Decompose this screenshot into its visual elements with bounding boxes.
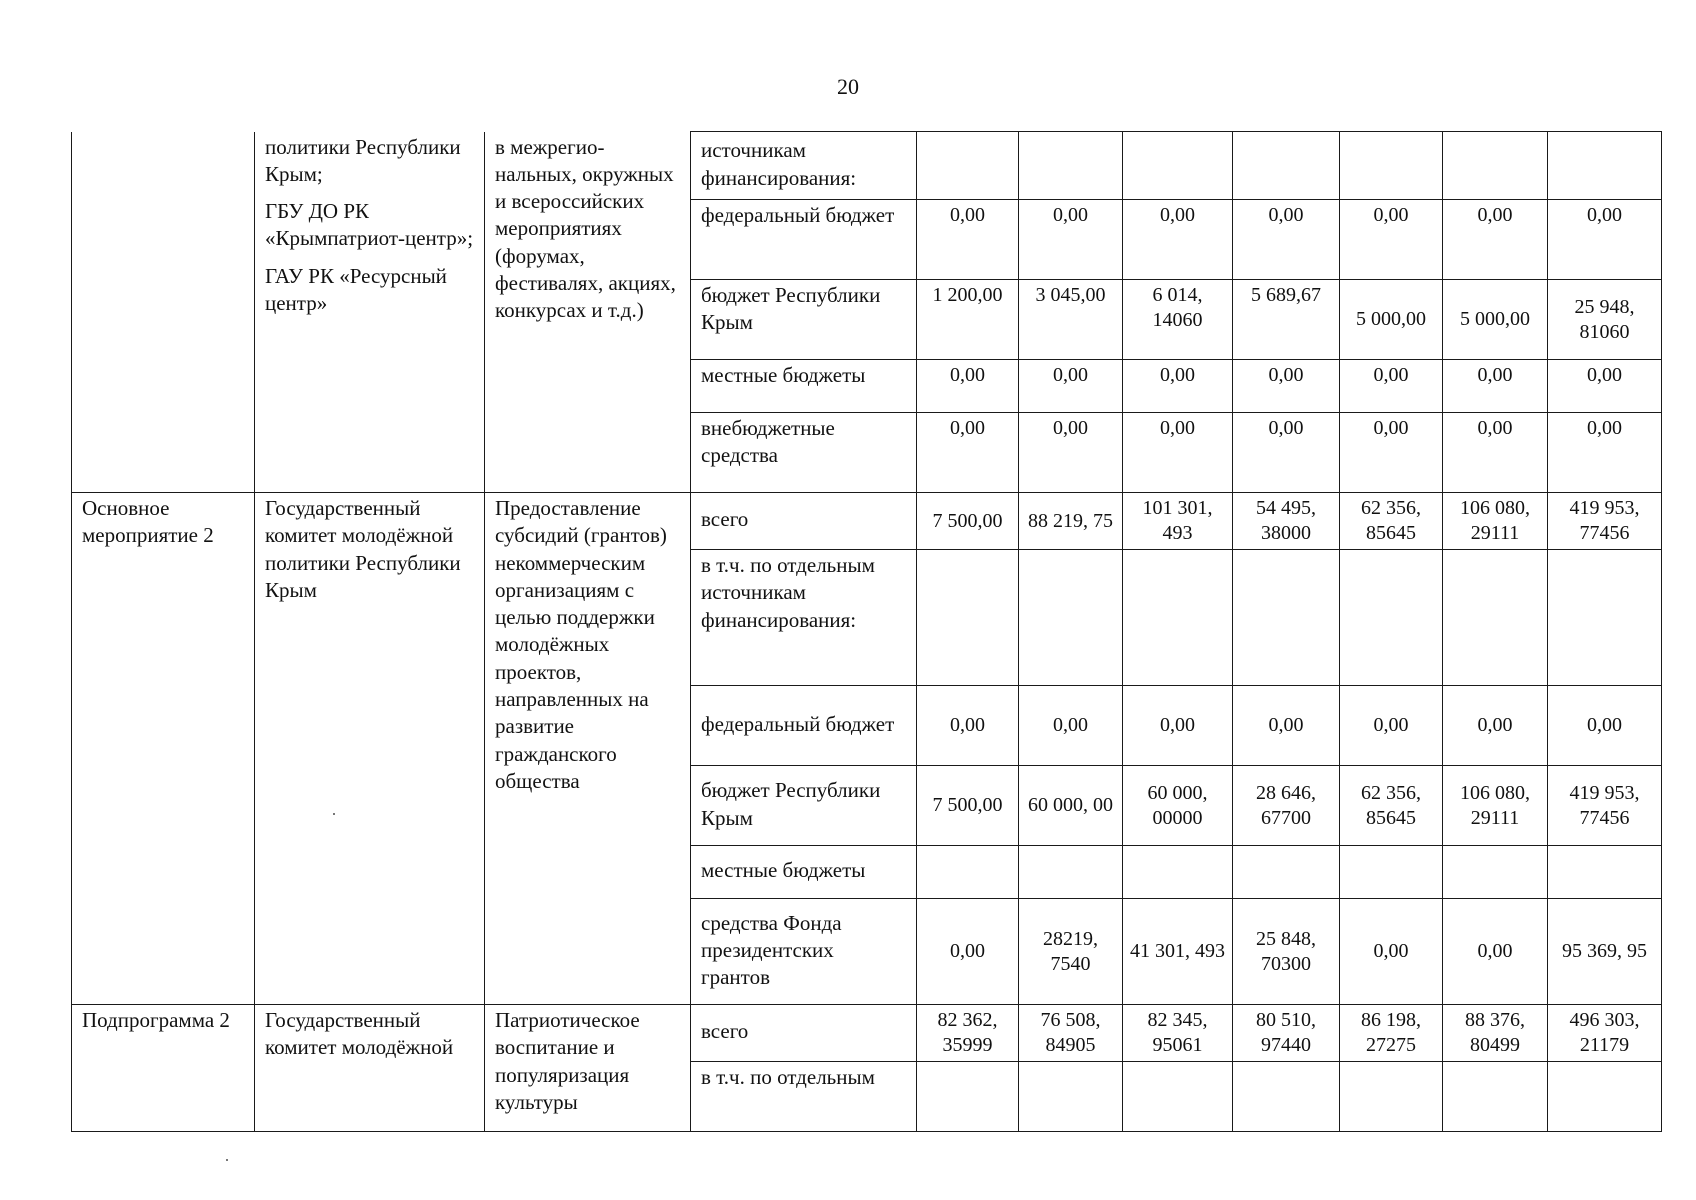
amount-cell [1548,1062,1662,1132]
scan-speck [226,1159,228,1161]
amount-cell: 1 200,00 [917,280,1019,360]
funding-source-label: федеральный бюджет [691,686,917,766]
amount-cell [1443,846,1548,899]
amount-cell [1123,846,1233,899]
amount-cell: 0,00 [1443,413,1548,493]
amount-cell: 0,00 [1443,200,1548,280]
amount-cell: 419 953, 77456 [1548,766,1662,846]
amount-cell: 0,00 [1019,413,1123,493]
amount-cell [1548,132,1662,200]
amount-cell: 0,00 [917,686,1019,766]
amount-cell: 25 948, 81060 [1548,280,1662,360]
amount-cell [1548,550,1662,686]
amount-cell: 5 000,00 [1443,280,1548,360]
funding-source-label: источникам финансирования: [691,132,917,200]
funding-source-label: внебюджетные средства [691,413,917,493]
amount-cell: 0,00 [1019,686,1123,766]
amount-cell [1123,550,1233,686]
amount-cell [1548,846,1662,899]
amount-cell: 0,00 [917,200,1019,280]
amount-cell [1340,132,1443,200]
responsible-executor-cell: Государственный комитет молодёжной [255,1005,485,1132]
amount-cell: 101 301, 493 [1123,493,1233,550]
amount-cell: 86 198, 27275 [1340,1005,1443,1062]
amount-cell: 0,00 [1548,200,1662,280]
amount-cell: 0,00 [1233,360,1340,413]
page-number: 20 [837,74,859,99]
amount-cell [1233,846,1340,899]
amount-cell: 0,00 [917,360,1019,413]
amount-cell: 419 953, 77456 [1548,493,1662,550]
amount-cell [1443,1062,1548,1132]
amount-cell [1340,846,1443,899]
amount-cell [917,1062,1019,1132]
amount-cell: 0,00 [1548,360,1662,413]
amount-cell [1123,132,1233,200]
amount-cell: 88 376, 80499 [1443,1005,1548,1062]
amount-cell [1233,132,1340,200]
funding-source-label: всего [691,1005,917,1062]
amount-cell: 0,00 [1340,413,1443,493]
amount-cell: 0,00 [1443,899,1548,1005]
amount-cell [1233,550,1340,686]
amount-cell: 0,00 [1233,686,1340,766]
amount-cell: 0,00 [917,413,1019,493]
amount-cell: 60 000, 00000 [1123,766,1233,846]
responsible-executor-cell [255,132,485,493]
amount-cell: 76 508, 84905 [1019,1005,1123,1062]
amount-cell: 95 369, 95 [1548,899,1662,1005]
amount-cell [1443,132,1548,200]
amount-cell: 7 500,00 [917,493,1019,550]
table-row [72,493,1662,550]
amount-cell: 62 356, 85645 [1340,493,1443,550]
amount-cell [1019,846,1123,899]
amount-cell: 0,00 [1340,899,1443,1005]
amount-cell [917,846,1019,899]
amount-cell [1340,1062,1443,1132]
amount-cell [1019,1062,1123,1132]
amount-cell: 5 689,67 [1233,280,1340,360]
activity-description-cell: Патриотическое воспитание и популяризация культуры [485,1005,691,1132]
amount-cell: 6 014, 14060 [1123,280,1233,360]
amount-cell: 82 345, 95061 [1123,1005,1233,1062]
funding-source-label: всего [691,493,917,550]
amount-cell: 5 000,00 [1340,280,1443,360]
amount-cell: 0,00 [1019,200,1123,280]
funding-source-label: федеральный бюджет [691,200,917,280]
amount-cell: 25 848, 70300 [1233,899,1340,1005]
amount-cell: 41 301, 493 [1123,899,1233,1005]
amount-cell [1019,132,1123,200]
funding-source-label: местные бюджеты [691,360,917,413]
amount-cell: 0,00 [1123,200,1233,280]
amount-cell: 0,00 [1548,686,1662,766]
amount-cell [1123,1062,1233,1132]
amount-cell [917,550,1019,686]
amount-cell: 54 495, 38000 [1233,493,1340,550]
amount-cell: 0,00 [1123,413,1233,493]
amount-cell: 106 080, 29111 [1443,493,1548,550]
amount-cell [917,132,1019,200]
row-section-cell [72,132,255,493]
amount-cell: 28219, 7540 [1019,899,1123,1005]
amount-cell: 0,00 [1443,686,1548,766]
amount-cell: 0,00 [1123,360,1233,413]
activity-description-cell: в межрегио-нальных, окружных и всероссийских мероприятиях (форумах, фестивалях, акциях, конкурсах и т.д.) [485,132,691,493]
amount-cell: 106 080, 29111 [1443,766,1548,846]
funding-source-label: местные бюджеты [691,846,917,899]
amount-cell [1019,550,1123,686]
amount-cell: 0,00 [1340,686,1443,766]
funding-source-label: средства Фонда президентских грантов [691,899,917,1005]
amount-cell: 496 303, 21179 [1548,1005,1662,1062]
amount-cell: 0,00 [1340,200,1443,280]
amount-cell: 3 045,00 [1019,280,1123,360]
executor-paragraph: ГБУ ДО РК «Крымпатриот-центр»; [265,199,474,251]
amount-cell: 0,00 [1019,360,1123,413]
financing-table [71,131,1662,1132]
amount-cell: 0,00 [1443,360,1548,413]
amount-cell: 82 362, 35999 [917,1005,1019,1062]
funding-source-label: бюджет Республики Крым [691,280,917,360]
funding-source-label: в т.ч. по отдельным источникам финансирования: [691,550,917,686]
table-body [72,132,1662,1132]
row-section-cell: Подпрограмма 2 [72,1005,255,1132]
amount-cell: 0,00 [917,899,1019,1005]
amount-cell: 0,00 [1340,360,1443,413]
amount-cell: 60 000, 00 [1019,766,1123,846]
amount-cell [1340,550,1443,686]
amount-cell: 88 219, 75 [1019,493,1123,550]
amount-cell: 62 356, 85645 [1340,766,1443,846]
amount-cell: 7 500,00 [917,766,1019,846]
executor-paragraph: политики Республики Крым; [265,134,461,186]
table-row [72,1005,1662,1062]
row-section-cell: Основное мероприятие 2 [72,493,255,1005]
amount-cell: 0,00 [1123,686,1233,766]
table-row [72,132,1662,200]
amount-cell [1443,550,1548,686]
funding-source-label: бюджет Республики Крым [691,766,917,846]
funding-source-label: в т.ч. по отдельным [691,1062,917,1132]
amount-cell: 80 510, 97440 [1233,1005,1340,1062]
scan-speck [333,813,335,815]
activity-description-cell: Предоставление субсидий (грантов) некоммерческим организациям с целью поддержки молодёжных проектов, направленных на развитие гражданского общества [485,493,691,1005]
amount-cell: 28 646, 67700 [1233,766,1340,846]
executor-paragraph: ГАУ РК «Ресурсный центр» [265,263,447,315]
amount-cell: 0,00 [1233,200,1340,280]
amount-cell [1233,1062,1340,1132]
amount-cell: 0,00 [1548,413,1662,493]
responsible-executor-cell: Государственный комитет молодёжной политики Республики Крым [255,493,485,1005]
amount-cell: 0,00 [1233,413,1340,493]
